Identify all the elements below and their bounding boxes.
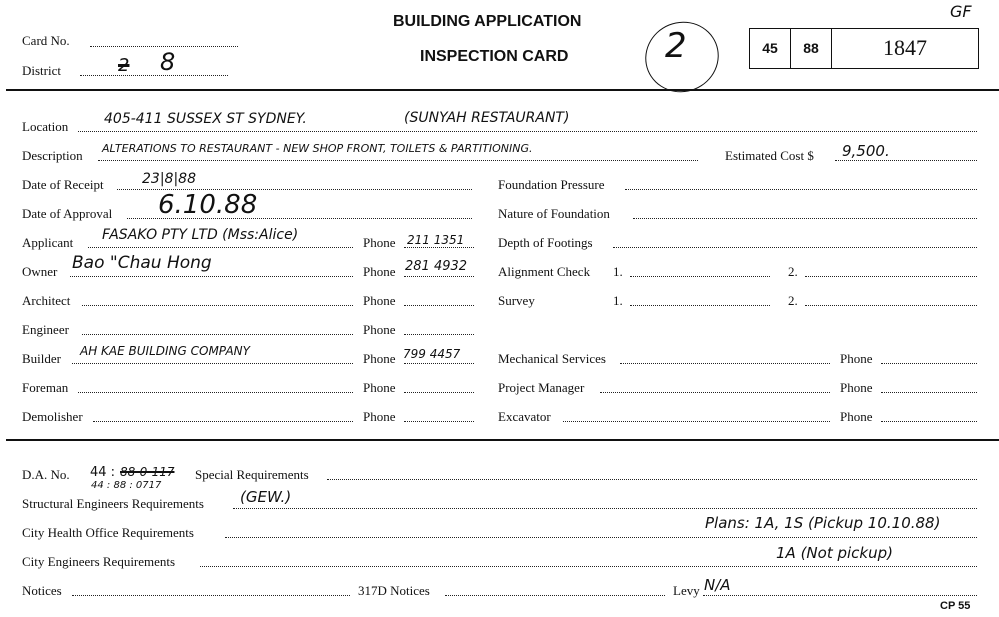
levy-label: Levy [673, 583, 700, 598]
applicant-label: Applicant [22, 235, 74, 250]
da-struck-value: 88-0-117 [120, 465, 175, 479]
notices-317d-field[interactable] [445, 595, 665, 596]
description-value: ALTERATIONS TO RESTAURANT - NEW SHOP FRONT, TOILETS & PARTITIONING. [102, 142, 533, 155]
district-label: District [22, 63, 61, 78]
card-no-label: Card No. [22, 33, 70, 48]
health-field[interactable] [225, 537, 977, 538]
health-value: Plans: 1A, 1S (Pickup 10.10.88) [705, 514, 941, 532]
project-manager-phone-field[interactable] [881, 392, 977, 393]
section-divider [6, 439, 999, 441]
excavator-field[interactable] [563, 421, 830, 422]
architect-phone-label: Phone [363, 293, 396, 308]
engineer-phone-field[interactable] [404, 334, 474, 335]
ref-box-1: 45 [749, 28, 791, 69]
estimated-cost-label: Estimated Cost $ [725, 148, 814, 163]
applicant-phone-label: Phone [363, 235, 396, 250]
architect-label: Architect [22, 293, 71, 308]
special-requirements-field[interactable] [327, 479, 977, 480]
date-receipt-value: 23|8|88 [142, 171, 196, 187]
foundation-pressure-field[interactable] [625, 189, 977, 190]
builder-label: Builder [22, 351, 61, 366]
mechanical-field[interactable] [620, 363, 830, 364]
demolisher-phone-field[interactable] [404, 421, 474, 422]
owner-label: Owner [22, 264, 58, 279]
header-divider [6, 89, 999, 91]
demolisher-label: Demolisher [22, 409, 83, 424]
applicant-phone-field[interactable] [404, 247, 474, 248]
description-field[interactable] [98, 160, 698, 161]
notices-field[interactable] [72, 595, 350, 596]
owner-phone-label: Phone [363, 264, 396, 279]
engineer-phone-label: Phone [363, 322, 396, 337]
estimated-cost-value: 9,500. [842, 142, 890, 160]
nature-foundation-label: Nature of Foundation [498, 206, 610, 221]
mechanical-phone-label: Phone [840, 351, 873, 366]
levy-value: N/A [704, 576, 731, 594]
builder-value: AH KAE BUILDING COMPANY [80, 344, 250, 358]
estimated-cost-field[interactable] [835, 160, 977, 161]
da-new-value: 44 : 88 : 0717 [91, 480, 162, 491]
title-line-1: BUILDING APPLICATION [393, 13, 582, 30]
owner-phone-value: 281 4932 [405, 259, 468, 274]
owner-phone-field[interactable] [404, 276, 474, 277]
alignment-check-field-1[interactable] [630, 276, 770, 277]
date-approval-value: 6.10.88 [158, 190, 258, 220]
applicant-value: FASAKO PTY LTD (Mss:Alice) [102, 227, 299, 243]
city-engineers-value: 1A (Not pickup) [776, 544, 893, 562]
district-value: 8 [160, 48, 176, 76]
owner-value: Bao "Chau Hong [72, 253, 212, 273]
architect-field[interactable] [82, 305, 353, 306]
mechanical-phone-field[interactable] [881, 363, 977, 364]
demolisher-phone-label: Phone [363, 409, 396, 424]
builder-field[interactable] [72, 363, 353, 364]
excavator-phone-label: Phone [840, 409, 873, 424]
project-manager-phone-label: Phone [840, 380, 873, 395]
project-manager-field[interactable] [600, 392, 830, 393]
ref-box-3: 1847 [831, 28, 979, 69]
location-note: (SUNYAH RESTAURANT) [404, 110, 570, 126]
city-engineers-label: City Engineers Requirements [22, 554, 176, 569]
structural-value: (GEW.) [240, 488, 292, 506]
survey-n2: 2. [788, 293, 798, 308]
demolisher-field[interactable] [93, 421, 353, 422]
notices-label: Notices [22, 583, 62, 598]
ref-box-2: 88 [790, 28, 832, 69]
survey-label: Survey [498, 293, 535, 308]
depth-footings-label: Depth of Footings [498, 235, 593, 250]
structural-field[interactable] [233, 508, 977, 509]
date-receipt-label: Date of Receipt [22, 177, 104, 192]
project-manager-label: Project Manager [498, 380, 585, 395]
foreman-phone-label: Phone [363, 380, 396, 395]
foreman-label: Foreman [22, 380, 69, 395]
builder-phone-field[interactable] [404, 363, 474, 364]
date-approval-label: Date of Approval [22, 206, 113, 221]
survey-field-2[interactable] [805, 305, 977, 306]
excavator-label: Excavator [498, 409, 551, 424]
location-field[interactable] [78, 131, 977, 132]
description-label: Description [22, 148, 83, 163]
mechanical-label: Mechanical Services [498, 351, 606, 366]
circled-number: 2 [665, 26, 687, 66]
gf-mark: GF [950, 2, 972, 21]
architect-phone-field[interactable] [404, 305, 474, 306]
applicant-phone-value: 211 1351 [407, 233, 465, 247]
survey-field-1[interactable] [630, 305, 770, 306]
city-engineers-field[interactable] [200, 566, 977, 567]
alignment-check-field-2[interactable] [805, 276, 977, 277]
owner-field[interactable] [70, 276, 353, 277]
levy-field[interactable] [703, 595, 977, 596]
title-line-2: INSPECTION CARD [420, 48, 569, 65]
survey-n1: 1. [613, 293, 623, 308]
health-label: City Health Office Requirements [22, 525, 194, 540]
footer-form-code: CP 55 [940, 600, 971, 612]
engineer-field[interactable] [82, 334, 353, 335]
depth-footings-field[interactable] [613, 247, 977, 248]
engineer-label: Engineer [22, 322, 69, 337]
foundation-pressure-label: Foundation Pressure [498, 177, 605, 192]
location-label: Location [22, 119, 69, 134]
applicant-field[interactable] [88, 247, 353, 248]
excavator-phone-field[interactable] [881, 421, 977, 422]
district-struck-value: 2 [118, 55, 130, 76]
alignment-check-label: Alignment Check [498, 264, 591, 279]
structural-label: Structural Engineers Requirements [22, 496, 204, 511]
notices-317d-label: 317D Notices [358, 583, 430, 598]
location-value: 405-411 SUSSEX ST SYDNEY. [104, 111, 307, 127]
foreman-field[interactable] [78, 392, 353, 393]
da-prefix: 44 : [90, 465, 116, 480]
builder-phone-label: Phone [363, 351, 396, 366]
district-field[interactable] [80, 75, 228, 76]
foreman-phone-field[interactable] [404, 392, 474, 393]
alignment-check-n2: 2. [788, 264, 798, 279]
da-no-label: D.A. No. [22, 467, 70, 482]
card-no-field[interactable] [90, 46, 238, 47]
special-requirements-label: Special Requirements [195, 467, 309, 482]
builder-phone-value: 799 4457 [403, 347, 461, 361]
nature-foundation-field[interactable] [633, 218, 977, 219]
alignment-check-n1: 1. [613, 264, 623, 279]
